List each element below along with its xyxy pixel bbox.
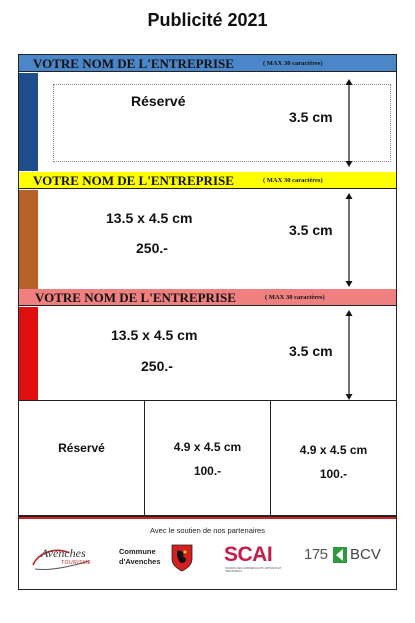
- ad-price-label: 250.-: [141, 358, 173, 374]
- bcv-arrow-icon: [333, 547, 347, 563]
- ad-slot-1: [38, 73, 396, 171]
- ad-slot-3: [38, 307, 396, 400]
- height-arrow: [344, 310, 354, 400]
- company-name-placeholder: VOTRE NOM DE L'ENTREPRISE: [35, 290, 236, 305]
- company-name-band-1: [19, 55, 396, 72]
- company-name-band-2: [19, 172, 396, 189]
- company-name-placeholder: VOTRE NOM DE L'ENTREPRISE: [33, 173, 234, 188]
- small-ad-size: 4.9 x 4.5 cm: [173, 440, 242, 454]
- avenches-coat-of-arms-icon: [169, 543, 195, 573]
- small-ad-price: 100.-: [319, 467, 348, 481]
- small-ad-slot-1: [19, 401, 145, 516]
- small-ad-price: 100.-: [193, 464, 222, 478]
- avenches-logo-text: Avenches: [41, 546, 86, 560]
- height-arrow: [344, 193, 354, 287]
- page-title: Publicité 2021: [147, 10, 268, 30]
- small-ad-slot-2: [145, 401, 271, 516]
- avenches-tourisme-logo: [29, 541, 99, 573]
- ad-size-label: 13.5 x 4.5 cm: [106, 210, 193, 226]
- bcv-logo-text: BCV: [350, 546, 381, 563]
- partners-section: [19, 517, 396, 589]
- max-characters-note: ( MAX 30 caractères): [263, 60, 323, 67]
- avenches-logo-subtext: d'Avenches: [119, 557, 161, 566]
- color-stripe-3: [19, 307, 38, 400]
- small-ads-row: [19, 400, 396, 517]
- ad-size-label: 13.5 x 4.5 cm: [111, 327, 198, 343]
- max-characters-note: ( MAX 30 caractères): [265, 294, 325, 301]
- bcv-logo: [304, 545, 388, 569]
- ad-slot-2: [38, 190, 396, 289]
- height-arrow: [344, 79, 354, 167]
- commune-logo-text: Commune: [119, 547, 156, 556]
- small-ad-label: Réservé: [58, 441, 105, 455]
- company-name-placeholder: VOTRE NOM DE L'ENTREPRISE: [33, 56, 234, 71]
- color-stripe-2: [19, 190, 38, 289]
- commune-avenches-logo: [119, 545, 199, 575]
- reserved-area: [53, 84, 391, 162]
- ad-layout-frame: [18, 54, 397, 590]
- small-ad-size: 4.9 x 4.5 cm: [299, 443, 368, 457]
- partners-caption: Avec le soutien de nos partenaires: [150, 526, 265, 535]
- scai-logo-subtext: SOCIÉTÉ DES COMMERÇANTS ARTISANS ET INDUSTRIELS: [225, 567, 282, 573]
- scai-logo: [224, 543, 286, 577]
- ad-slot-label: Réservé: [131, 93, 186, 109]
- height-label: 3.5 cm: [289, 109, 333, 125]
- company-name-band-3: [19, 289, 396, 306]
- scai-logo-text: SCAI: [224, 543, 273, 566]
- ad-price-label: 250.-: [136, 240, 168, 256]
- color-stripe-1: [19, 73, 38, 171]
- height-label: 3.5 cm: [289, 222, 333, 238]
- height-label: 3.5 cm: [289, 343, 333, 359]
- tourisme-logo-text: TOURISME: [61, 560, 92, 566]
- max-characters-note: ( MAX 30 caractères): [263, 177, 323, 184]
- small-ad-slot-3: [271, 401, 396, 516]
- bcv-anniversary-text: 175: [304, 546, 328, 563]
